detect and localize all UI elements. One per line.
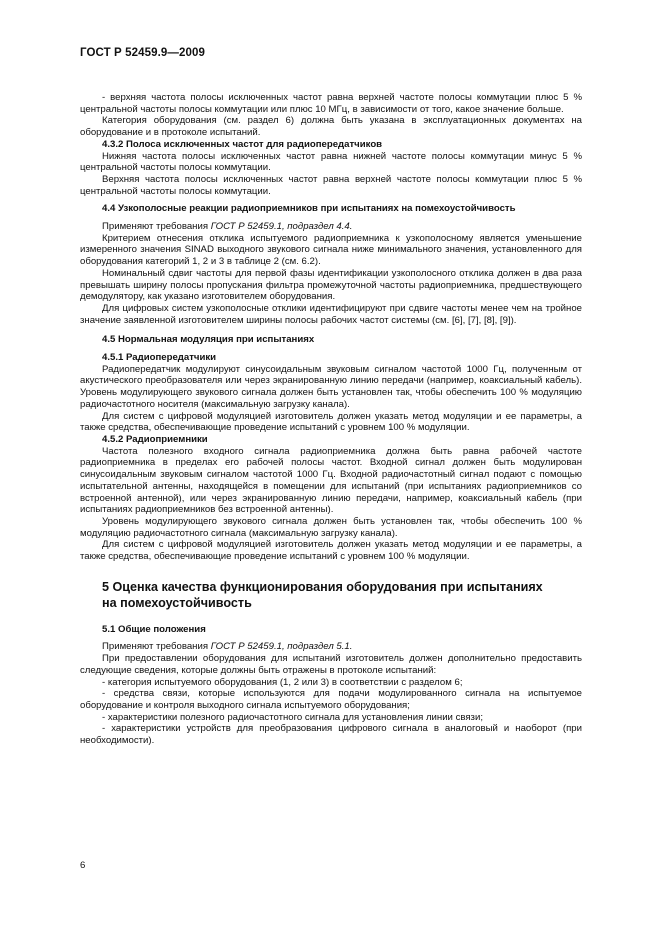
paragraph: Для систем с цифровой модуляцией изготовитель должен указать метод модуляции и ее параметры, а также средства, обеспечивающие проведение испытаний с уровнем 100 % модуляции. xyxy=(80,410,582,434)
standard-reference: ГОСТ Р 52459.1, подраздел 5.1. xyxy=(210,641,353,653)
paragraph: - верхняя частота полосы исключенных частот равна верхней частоте полосы коммутации плюс 5 % центральной частоты полосы коммутации или плюс 10 МГц, в зависимости от того, какое значение больше. xyxy=(80,92,582,115)
paragraph xyxy=(80,221,582,233)
paragraph: Для систем с цифровой модуляцией изготовитель должен указать метод модуляции и ее параметры, а также средства, обеспечивающие проведение испытаний с уровнем 100 % модуляции. xyxy=(80,539,582,563)
paragraph-text: Применяют требования xyxy=(102,641,211,653)
section-heading-line: 5 Оценка качества функционирования оборудования при испытаниях xyxy=(102,579,543,594)
paragraph: Нижняя частота полосы исключенных частот равна нижней частоте полосы коммутации минус 5 % центральной частоты полосы коммутации. xyxy=(80,150,582,174)
paragraph-text: Применяют требования xyxy=(102,221,211,233)
page-number: 6 xyxy=(80,860,86,871)
paragraph: Номинальный сдвиг частоты для первой фазы идентификации узкополосного отклика должен в два раза превышать ширину полосы пропускания фильтра промежуточной частоты радиоприемника, предшествующего демодулятору, как указано изготовителем оборудования. xyxy=(80,267,582,303)
list-item: - характеристики устройств для преобразования цифрового сигнала в аналоговый и наоборот (при необходимости). xyxy=(80,723,582,747)
paragraph: Критерием отнесения отклика испытуемого радиоприемника к узкополосному является уменьшение измеренного значения SINAD выходного звукового сигнала ниже минимального значения, установленного для оборудования категорий 1, 2 и 3 в таблице 2 (см. 6.2). xyxy=(80,232,582,268)
paragraph: Для цифровых систем узкополосные отклики идентифицируют при сдвиге частоты менее чем на тройное значение заявленной изготовителем ширины полосы рабочих частот системы (см. [6], [7], [8], [9]). xyxy=(80,302,582,326)
paragraph: Радиопередатчик модулируют синусоидальным звуковым сигналом частотой 1000 Гц, полученным от акустического преобразователя или через экранированную линию передачи (например, коаксиальный кабель). Уровень модулирующего звукового сигнала должен быть установлен так, чтобы обеспечить 100 % модуляцию радиочастотного носителя (максимальную загрузку канала). xyxy=(80,363,582,410)
section-heading-4-5: 4.5 Нормальная модуляция при испытаниях xyxy=(102,334,315,346)
section-heading-5-1: 5.1 Общие положения xyxy=(102,623,206,635)
list-item: - категория испытуемого оборудования (1, 2 или 3) в соответствии с разделом 6; xyxy=(102,676,463,688)
paragraph: При предоставлении оборудования для испытаний изготовитель должен дополнительно предоставить следующие сведения, которые должны быть отражены в протоколе испытаний: xyxy=(80,653,582,676)
section-heading-5 xyxy=(80,579,582,612)
section-heading-4-5-2: 4.5.2 Радиоприемники xyxy=(102,433,208,445)
standard-reference: ГОСТ Р 52459.1, подраздел 4.4. xyxy=(210,221,353,233)
paragraph xyxy=(80,641,582,653)
document-body xyxy=(80,92,582,747)
paragraph: Частота полезного входного сигнала радиоприемника должна быть равна рабочей частоте радиоприемника в пределах его рабочей полосы частот. Входной сигнал должен быть модулирован синусоидальным звуковым сигналом частотой 1000 Гц. Входной радиочастотный сигнал подают с помощью испытательной антенны, находящейся в помещении для испытаний (при испытаниях радиоприемников со встроенной антенной), или через экранированную линию передачи, например, коаксиальный кабель (при испытаниях радиоприемников без встроенной антенны). xyxy=(80,445,582,516)
list-item: - средства связи, которые используются для подачи модулированного сигнала на испытуемое оборудование и контроля выходного сигнала испытуемого оборудования; xyxy=(80,688,582,711)
document-header: ГОСТ Р 52459.9—2009 xyxy=(80,47,205,59)
list-item: - характеристики полезного радиочастотного сигнала для установления линии связи; xyxy=(102,711,483,723)
section-heading-4-5-1: 4.5.1 Радиопередатчики xyxy=(102,352,217,364)
paragraph: Верхняя частота полосы исключенных частот равна верхней частоте полосы коммутации плюс 5 % центральной частоты полосы коммутации. xyxy=(80,173,582,197)
paragraph: Категория оборудования (см. раздел 6) должна быть указана в эксплуатационных документах на оборудование и в протоколе испытаний. xyxy=(80,115,582,139)
section-heading-4-3-2: 4.3.2 Полоса исключенных частот для радиопередатчиков xyxy=(102,138,383,150)
section-heading-4-4: 4.4 Узкополосные реакции радиоприемников при испытаниях на помехоустойчивость xyxy=(102,203,516,215)
section-heading-line: на помехоустойчивость xyxy=(102,596,252,611)
paragraph: Уровень модулирующего звукового сигнала должен быть установлен так, чтобы обеспечить 100 % модуляцию радиочастотного сигнала (максимальную загрузку канала). xyxy=(80,515,582,539)
